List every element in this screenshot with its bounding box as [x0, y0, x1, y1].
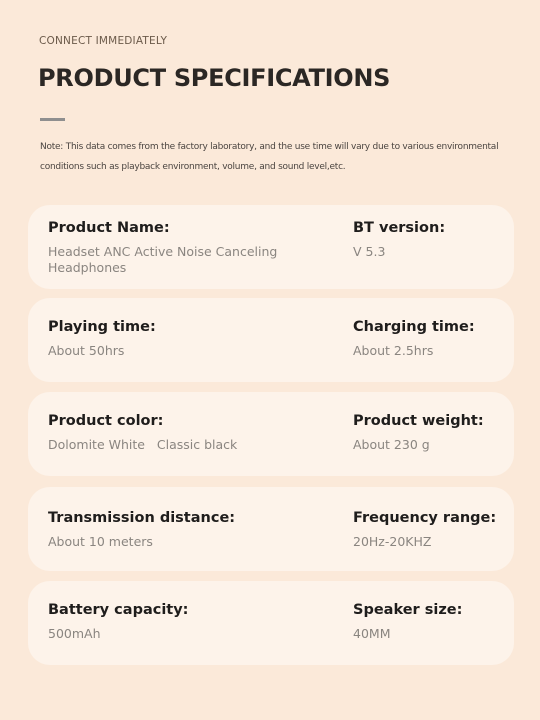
spec-frequency-range — [353, 509, 503, 550]
spec-label: Transmission distance: — [48, 510, 236, 526]
spec-label: Product color: — [48, 413, 164, 429]
spec-value: 40MM — [353, 626, 391, 641]
spec-label: Battery capacity: — [48, 602, 189, 618]
spec-bt-version — [353, 219, 503, 260]
spec-value: About 2.5hrs — [353, 343, 434, 358]
spec-card-distance-frequency — [28, 487, 514, 571]
spec-label: Playing time: — [48, 319, 156, 335]
spec-label: Speaker size: — [353, 602, 463, 618]
spec-battery-capacity — [48, 601, 328, 642]
spec-value: About 230 g — [353, 437, 430, 452]
spec-value: 20Hz-20KHZ — [353, 534, 432, 549]
spec-product-color — [48, 412, 328, 453]
page-title: PRODUCT SPECIFICATIONS — [38, 64, 391, 92]
spec-value: About 10 meters — [48, 534, 153, 549]
spec-label: Frequency range: — [353, 510, 497, 526]
spec-product-name — [48, 219, 328, 276]
spec-label: Product weight: — [353, 413, 484, 429]
spec-label: BT version: — [353, 220, 446, 236]
disclaimer-note: Note: This data comes from the factory laboratory, and the use time will vary due to various environmental conditions such as playback environment, volume, and sound level,etc. — [40, 142, 499, 172]
spec-value: V 5.3 — [353, 244, 386, 259]
spec-transmission-distance — [48, 509, 328, 550]
spec-product-weight — [353, 412, 503, 453]
spec-card-color-weight — [28, 392, 514, 476]
title-underline — [40, 118, 65, 121]
spec-value: 500mAh — [48, 626, 101, 641]
spec-value: Headset ANC Active Noise Canceling Headphones — [48, 244, 278, 275]
eyebrow-text: CONNECT IMMEDIATELY — [39, 35, 168, 47]
spec-card-name-bt — [28, 205, 514, 289]
spec-card-battery-speaker — [28, 581, 514, 665]
spec-speaker-size — [353, 601, 503, 642]
spec-playing-time — [48, 318, 328, 359]
spec-charging-time — [353, 318, 503, 359]
spec-value: About 50hrs — [48, 343, 125, 358]
spec-label: Product Name: — [48, 220, 170, 236]
spec-label: Charging time: — [353, 319, 475, 335]
spec-value: Dolomite White Classic black — [48, 437, 238, 452]
spec-card-playing-charging — [28, 298, 514, 382]
